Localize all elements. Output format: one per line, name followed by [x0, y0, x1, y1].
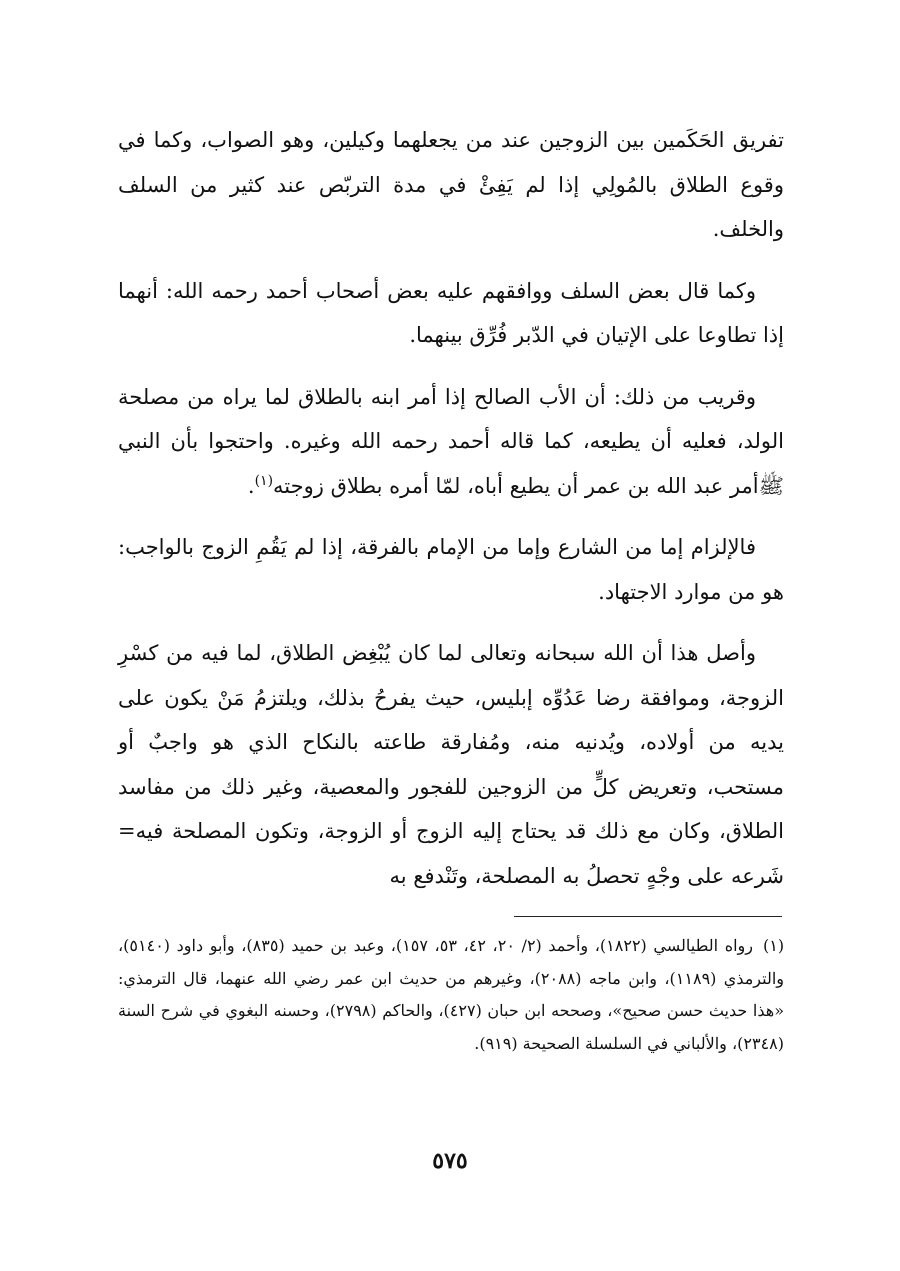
footnote-1 — [118, 930, 784, 1060]
paragraph-3-trailing: . — [247, 473, 255, 498]
paragraph-1-text: تفريق الحَكَمين بين الزوجين عند من يجعلهما وكيلين، وهو الصواب، وكما في وقوع الطلاق بالمُولِي إذا لم يَفِئْ في مدة التربّص عند كثير من السلف والخلف. — [118, 128, 784, 241]
paragraph-3-text: وقريب من ذلك: أن الأب الصالح إذا أمر ابنه بالطلاق لما يراه من مصلحة الولد، فعليه أن يطيعه، كما قاله أحمد رحمه الله وغيره. واحتجوا بأن النبي ﷺأمر عبد الله بن عمر أن يطيع أباه، لمّا أمره بطلاق زوجته — [118, 384, 784, 498]
footnote-text: رواه الطيالسي (١٨٢٢)، وأحمد (٢/ ٢٠، ٤٢، ٥٣، ١٥٧)، وعبد بن حميد (٨٣٥)، وأبو داود (٥١٤٠)، والترمذي (١١٨٩)، وابن ماجه (٢٠٨٨)، وغيرهم من حديث ابن عمر رضي الله عنهما، قال الترمذي: «هذا حديث حسن صحيح»، وصححه ابن حبان (٤٢٧)، والحاكم (٢٧٩٨)، وحسنه البغوي في شرح السنة (٢٣٤٨)، والألباني في السلسلة الصحيحة (٩١٩). — [118, 936, 784, 1053]
paragraph-2-text: وكما قال بعض السلف ووافقهم عليه بعض أصحاب أحمد رحمه الله: أنهما إذا تطاوعا على الإتيان في الدّبر فُرِّق بينهما. — [118, 278, 784, 347]
paragraph-5-text: وأصل هذا أن الله سبحانه وتعالى لما كان يُبْغِض الطلاق، لما فيه من كسْرِ الزوجة، وموافقة رضا عَدُوِّه إبليس، حيث يفرحُ بذلك، ويلتزمُ مَنْ يكون على يديه من أولاده، ويُدنيه منه، ومُفارقة طاعته بالنكاح الذي هو واجبٌ أو مستحب، وتعريض كلٍّ من الزوجين للفجور والمعصية، وغير ذلك من مفاسد الطلاق، وكان مع ذلك قد يحتاج إليه الزوج أو الزوجة، وتكون المصلحة فيه= شَرعه على وجْهٍ تحصلُ به المصلحة، وتَنْدفع به — [118, 641, 784, 888]
footnotes — [118, 930, 784, 1060]
paragraph-5 — [118, 631, 784, 898]
paragraph-3 — [118, 375, 784, 509]
page-number: ٥٧٥ — [432, 1148, 468, 1174]
paragraph-4-text: فالإلزام إما من الشارع وإما من الإمام بالفرقة، إذا لم يَقُمِ الزوج بالواجب: هو من موارد الاجتهاد. — [118, 535, 784, 604]
paragraph-2 — [118, 269, 784, 358]
footnote-number: (١) — [762, 936, 785, 955]
footnote-separator — [514, 916, 782, 917]
paragraph-4 — [118, 525, 784, 614]
paragraph-1 — [118, 118, 784, 252]
main-text — [118, 118, 784, 915]
footnote-reference[interactable]: (١) — [254, 472, 274, 489]
